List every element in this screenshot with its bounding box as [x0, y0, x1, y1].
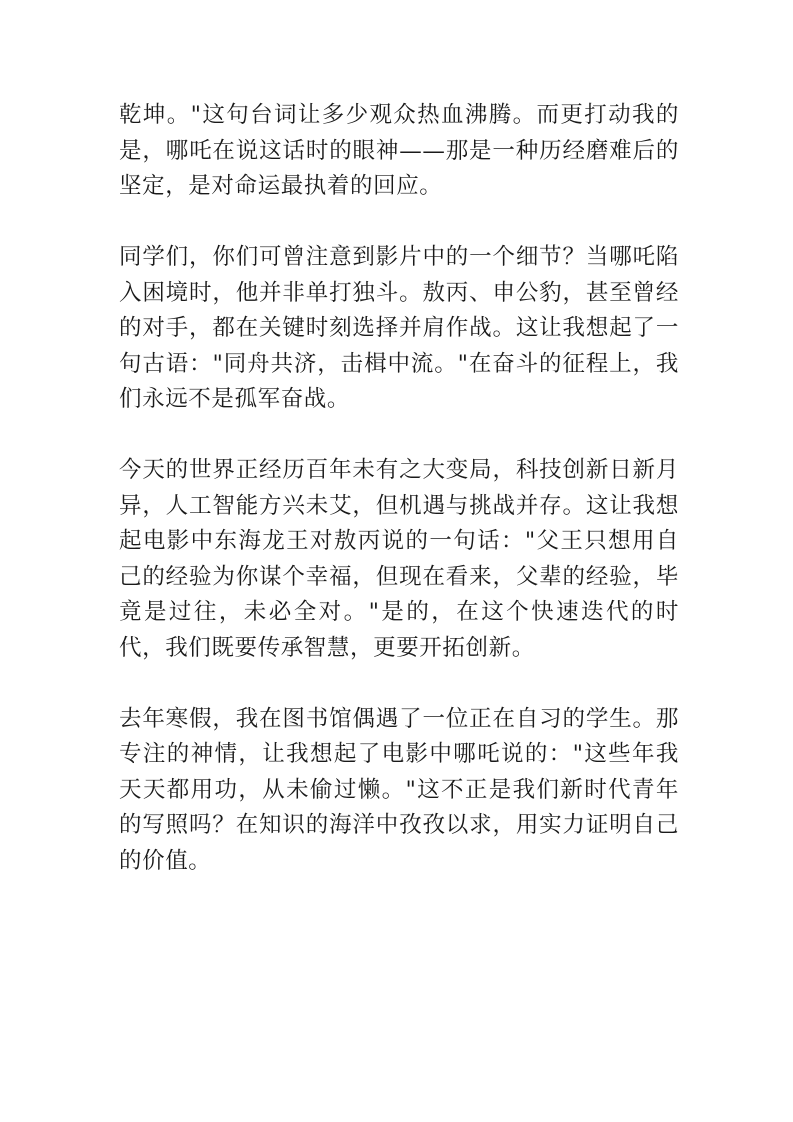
paragraph-2: 同学们，你们可曾注意到影片中的一个细节？当哪吒陷入困境时，他并非单打独斗。敖丙、申公豹，甚至曾经的对手，都在关键时刻选择并肩作战。这让我想起了一句古语："同舟共济，击楫中流。"在奋斗的征程上，我们永远不是孤军奋战。 — [119, 244, 679, 412]
document-body — [119, 98, 679, 915]
paragraph-1: 乾坤。"这句台词让多少观众热血沸腾。而更打动我的是，哪吒在说这话时的眼神——那是一种历经磨难后的坚定，是对命运最执着的回应。 — [119, 102, 679, 199]
paragraph-3: 今天的世界正经历百年未有之大变局，科技创新日新月异，人工智能方兴未艾，但机遇与挑战并存。这让我想起电影中东海龙王对敖丙说的一句话："父王只想用自己的经验为你谋个幸福，但现在看来，父辈的经验，毕竟是过往，未必全对。"是的，在这个快速迭代的时代，我们既要传承智慧，更要开拓创新。 — [119, 457, 679, 661]
paragraph-4: 去年寒假，我在图书馆偶遇了一位正在自习的学生。那专注的神情，让我想起了电影中哪吒说的："这些年我天天都用功，从未偷过懒。"这不正是我们新时代青年的写照吗？在知识的海洋中孜孜以求，用实力证明自己的价值。 — [119, 705, 679, 874]
